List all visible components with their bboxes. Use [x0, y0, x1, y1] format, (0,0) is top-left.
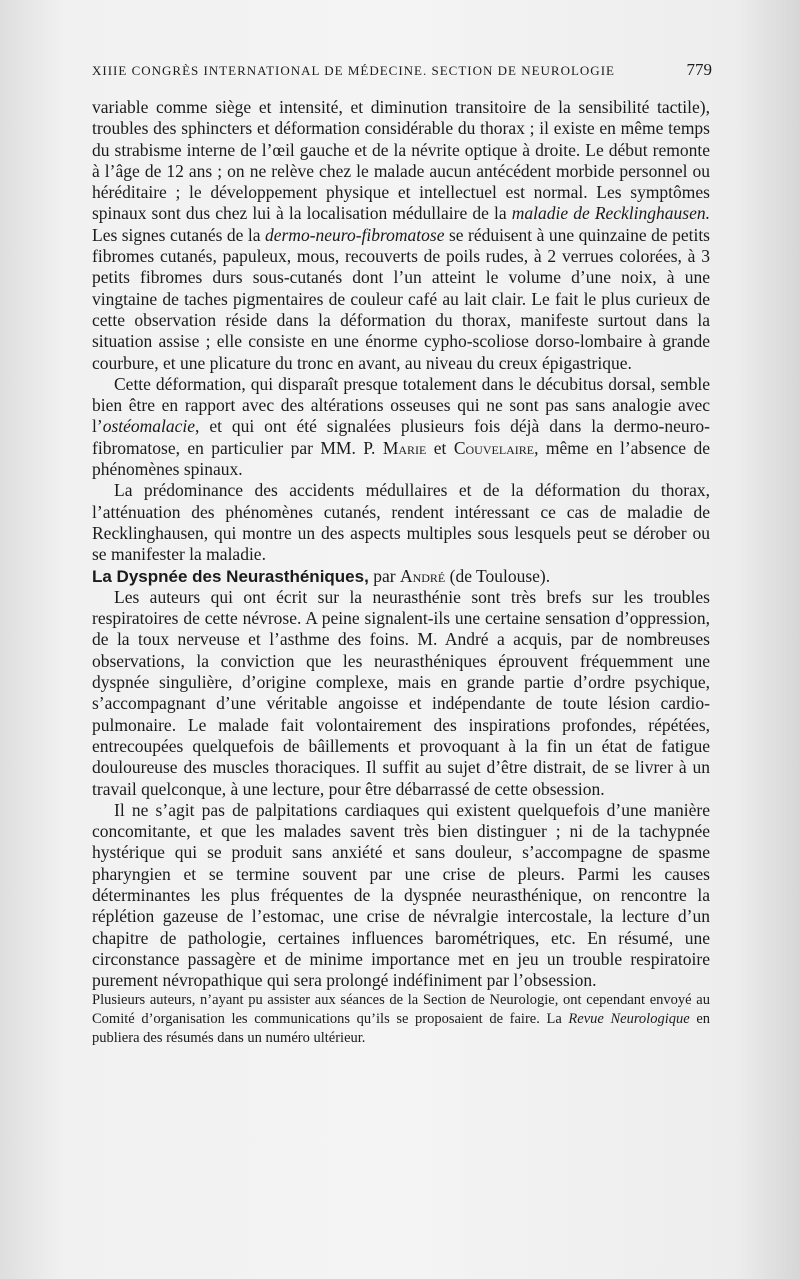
running-header: [92, 60, 712, 80]
p2-text-c: , et qui ont été signalées plusieurs fois déjà dans la dermo-neuro-fibromatose, en particulier par MM. P.: [92, 416, 710, 458]
page-number: 779: [686, 60, 712, 79]
page-body: [92, 97, 710, 1048]
p2-author-couvelaire: Couvelaire: [453, 437, 535, 458]
p2-text-e: et: [426, 437, 454, 458]
p1-text-a: variable comme siège et intensité, et diminution transitoire de la sensibilité tactile), troubles des sphincters et déformation considérable du thorax ; il existe en même temps du strabisme interne de l’œil gauche et de la névrite optique à droite. Le début remonte à l’âge de 12 ans ; on ne relève chez le malade aucun antécédent morbide personnel ou héréditaire ; le développement physique et intellectuel est normal. Les symptômes spinaux sont dus chez lui à la localisation médullaire de la: [92, 97, 710, 224]
p2-text-a: Cette déformation, qui disparaît presque totalement dans le décubitus dorsal, semble bien être en rapport avec des altérations osseuses qui ne sont pas sans analogie avec l’: [92, 373, 710, 437]
paragraph-1: [92, 97, 710, 374]
p2-italic-term: ostéomalacie: [102, 416, 196, 437]
article-title-text: La Dyspnée des Neurasthéniques,: [92, 566, 369, 586]
paragraph-5: Il ne s’agit pas de palpitations cardiaques qui existent quelquefois d’une manière concomitante, et que les malades savent très bien distinguer ; ni de la tachypnée hystérique qui se produit sans anxiété et sans douleur, s’accompagne de spasme pharyngien et se termine souvent par une crise de pleurs. Parmi les causes déterminantes les plus fréquentes de la dyspnée neurasthénique, on rencontre la réplétion gazeuse de l’estomac, une crise de névralgie intercostale, la lecture d’un chapitre de pathologie, certaines influences barométriques, etc. En résumé, une circonstance passagère et de minime importance met en jeu un trouble respiratoire purement névropathique qui sera prolongé indéfiniment par l’obsession.: [92, 799, 710, 991]
running-title: XIIIE CONGRÈS INTERNATIONAL DE MÉDECINE. SECTION DE NEUROLOGIE: [92, 63, 615, 78]
article-author: André: [399, 565, 446, 586]
p1-italic-term: dermo-neuro-fibromatose: [264, 224, 445, 245]
p2-text-g: , même en l’absence de phénomènes spinaux.: [92, 437, 710, 480]
footnote: [92, 991, 710, 1048]
p1-text-e: se réduisent à une quinzaine de petits fibromes cutanés, papuleux, mous, recouverts de poils rudes, à 2 verrues colorées, à 3 petits fibromes durs sous-cutanés dont l’un atteint le volume d’une noix, à une vingtaine de taches pigmentaires de couleur café au lait clair. Le fait le plus curieux de cette observation réside dans la déformation du thorax, manifeste surtout dans la situation assise ; elle consiste en une énorme cypho-scoliose dorso-lombaire à grande courbure, et une plicature du tronc en avant, au niveau du creux épigastrique.: [92, 224, 710, 373]
note-text-c: en publiera des résumés dans un numéro ultérieur.: [92, 1011, 711, 1047]
paragraph-2: [92, 374, 710, 480]
p2-author-marie: Marie: [382, 437, 427, 458]
p1-text-c: Les signes cutanés de la: [92, 224, 265, 245]
note-journal: Revue Neurologique: [568, 1011, 690, 1028]
article-place: (de Toulouse).: [445, 565, 551, 586]
article-title: [92, 566, 710, 587]
paragraph-3: La prédominance des accidents médullaires et de la déformation du thorax, l’atténuation des phénomènes cutanés, rendent intéressant ce cas de maladie de Recklinghausen, qui montre un des aspects multiples sous lesquels peut se dérober ou se manifester la maladie.: [92, 480, 710, 565]
article-by: par: [368, 565, 400, 586]
note-text-a: Plusieurs auteurs, n’ayant pu assister aux séances de la Section de Neurologie, ont cependant envoyé au Comité d’organisation les communications qu’ils se proposaient de faire. La: [92, 992, 710, 1028]
p1-italic-disease: maladie de Recklinghausen.: [511, 203, 710, 224]
paragraph-4: Les auteurs qui ont écrit sur la neurasthénie sont très brefs sur les troubles respiratoires de cette névrose. A peine signalent-ils une certaine sensation d’oppression, de la toux nerveuse et l’asthme des foins. M. André a acquis, par de nombreuses observations, la conviction que les neurasthéniques éprouvent fréquemment une dyspnée singulière, d’origine complexe, mais en grande partie d’ordre psychique, s’accompagnant d’une véritable angoisse et indépendante de toute lésion cardio-pulmonaire. Le malade fait volontairement des inspirations profondes, répétées, entrecoupées quelquefois de bâillements et provoquant à la fin un état de fatigue douloureuse des muscles thoraciques. Il suffit au sujet d’être distrait, de se livrer à un travail quelconque, à une lecture, pour être débarrassé de cette obsession.: [92, 586, 710, 799]
